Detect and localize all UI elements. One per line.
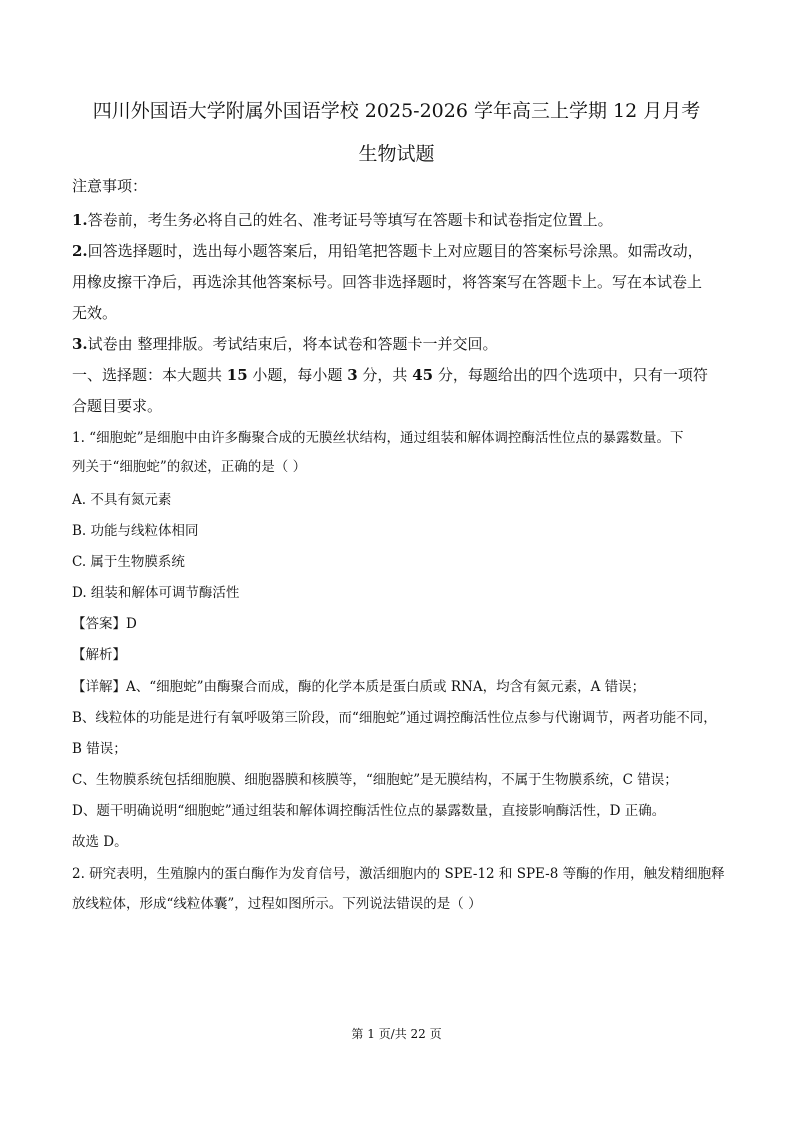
option-d: D. 组装和解体可调节酶活性 [72, 585, 240, 601]
question-1-stem-line-2: 列关于“细胞蛇”的叙述，正确的是（ ） [72, 459, 307, 475]
notice-item-2 [72, 241, 703, 261]
explanation-c: C、生物膜系统包括细胞膜、细胞器膜和核膜等，“细胞蛇”是无膜结构，不属于生物膜系统，C 错误； [72, 772, 678, 788]
explanation-b-cont: B 错误； [72, 741, 127, 757]
section-heading-text: 一、选择题：本大题共 [72, 366, 227, 384]
section-heading-text: 小题，每小题 [247, 366, 348, 384]
points-per-question: 3 [347, 366, 358, 384]
section-heading [72, 365, 708, 385]
option-b: B. 功能与线粒体相同 [72, 523, 199, 539]
explanation-a: 【详解】A、“细胞蛇”由酶聚合而成，酶的化学本质是蛋白质或 RNA，均含有氮元素，A 错误； [72, 679, 646, 695]
notice-item-2-text: 回答选择题时，选出每小题答案后，用铅笔把答题卡上对应题目的答案标号涂黑。如需改动， [87, 242, 703, 260]
notice-item-3-text: 试卷由 整理排版。考试结束后，将本试卷和答题卡一并交回。 [87, 335, 498, 353]
notice-item-1-text: 答卷前，考生务必将自己的姓名、准考证号等填写在答题卡和试卷指定位置上。 [87, 211, 613, 229]
section-heading-text: 分，每题给出的四个选项中，只有一项符 [433, 366, 708, 384]
answer-label: 【答案】D [72, 616, 137, 632]
total-points: 45 [412, 366, 434, 384]
section-heading-line-2: 合题目要求。 [72, 397, 163, 415]
option-c: C. 属于生物膜系统 [72, 554, 185, 570]
section-heading-text: 分，共 [357, 366, 413, 384]
notice-item-2-line-3: 无效。 [72, 304, 118, 322]
analysis-label: 【解析】 [72, 647, 126, 663]
notice-item-2-number: 2. [72, 242, 88, 260]
option-a: A. 不具有氮元素 [72, 492, 172, 508]
question-count: 15 [226, 366, 248, 384]
question-1-stem: 1. “细胞蛇”是细胞中由许多酶聚合成的无膜丝状结构，通过组装和解体调控酶活性位点的暴露数量。下 [72, 430, 684, 446]
notice-item-3 [72, 334, 497, 354]
explanation-conclusion: 故选 D。 [72, 834, 128, 850]
notice-item-1 [72, 210, 613, 230]
notice-heading: 注意事项： [72, 177, 148, 195]
exam-subject: 生物试题 [358, 143, 435, 165]
notice-item-2-line-2: 用橡皮擦干净后，再选涂其他答案标号。回答非选择题时，将答案写在答题卡上。写在本试卷上 [72, 273, 703, 291]
notice-item-1-number: 1. [72, 211, 88, 229]
exam-title: 四川外国语大学附属外国语学校 2025-2026 学年高三上学期 12 月月考 [92, 100, 701, 122]
notice-item-3-number: 3. [72, 335, 88, 353]
page-number: 第 1 页/共 22 页 [351, 1027, 442, 1041]
explanation-b: B、线粒体的功能是进行有氧呼吸第三阶段，而“细胞蛇”通过调控酶活性位点参与代谢调节，两者功能不同， [72, 710, 717, 726]
question-2-stem-line-2: 放线粒体，形成“线粒体囊”，过程如图所示。下列说法错误的是（ ） [72, 896, 482, 912]
explanation-d: D、题干明确说明“细胞蛇”通过组装和解体调控酶活性位点的暴露数量，直接影响酶活性，D 正确。 [72, 803, 666, 819]
question-2-stem: 2. 研究表明，生殖腺内的蛋白酶作为发育信号，激活细胞内的 SPE-12 和 SPE-8 等酶的作用，触发精细胞释 [72, 866, 725, 882]
